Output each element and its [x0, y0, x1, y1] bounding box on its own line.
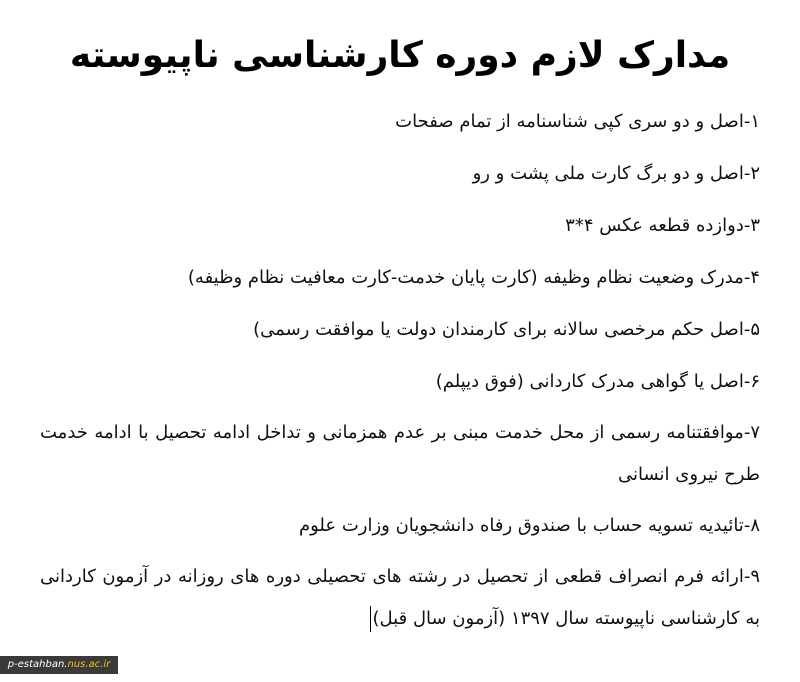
page-title: مدارک لازم دوره کارشناسی ناپیوسته [69, 35, 731, 76]
list-item-last[interactable] [40, 556, 760, 640]
list-item: ۲-اصل و دو برگ کارت ملی پشت و رو [472, 163, 760, 184]
list-item: ۳-دوازده قطعه عکس ۴*۳ [565, 215, 760, 236]
list-item: ۱-اصل و دو سری کپی شناسنامه از تمام صفحات [395, 111, 760, 132]
site-watermark [0, 656, 118, 674]
text-cursor [370, 606, 371, 632]
list-item: ۴-مدرک وضعیت نظام وظیفه (کارت پایان خدمت-کارت معافیت نظام وظیفه) [187, 267, 760, 288]
watermark-domain: nus.ac.ir [67, 659, 111, 670]
list-item: ۷-موافقتنامه رسمی از محل خدمت مبنی بر عدم همزمانی و تداخل ادامه تحصیل با ادامه خدمت طرح نیروی انسانی [40, 422, 760, 485]
list-item-text: ۹-ارائه فرم انصراف قطعی از تحصیل در رشته های تحصیلی دوره های روزانه در آزمون کاردانی به کارشناسی ناپیوسته سال ۱۳۹۷ (آزمون سال قبل) [40, 566, 760, 629]
list-item: ۵-اصل حکم مرخصی سالانه برای کارمندان دولت یا موافقت رسمی) [253, 319, 760, 340]
watermark-prefix: p-estahban. [7, 659, 68, 670]
list-item: ۸-تائیدیه تسویه حساب با صندوق رفاه دانشجویان وزارت علوم [298, 515, 760, 536]
requirements-list [40, 100, 760, 648]
list-item: ۶-اصل یا گواهی مدرک کاردانی (فوق دیپلم) [435, 371, 760, 392]
